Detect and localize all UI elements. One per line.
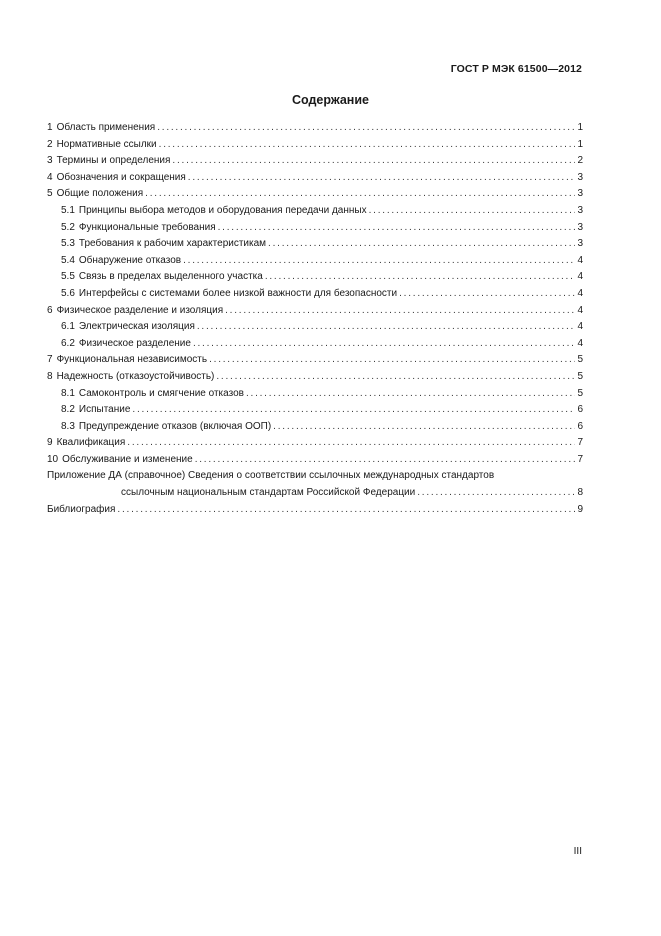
toc-entry-number: 5.6 (61, 287, 75, 299)
toc-entry-number: 1 (47, 122, 53, 133)
toc-entry-page: 4 (577, 254, 583, 266)
toc-entry-label: Функциональная независимость (56, 354, 208, 366)
toc-entry-number: 8 (47, 370, 53, 382)
toc-entry-label: Нормативные ссылки (56, 138, 157, 150)
toc-entry-number: 5.2 (61, 221, 75, 233)
toc-entry[interactable] (47, 303, 583, 320)
toc-leader-dots (417, 485, 575, 502)
toc-entry-page: 3 (577, 171, 583, 183)
toc-entry[interactable] (47, 369, 583, 386)
toc-entry-page: 3 (577, 188, 583, 200)
toc-entry-label: Интерфейсы с системами более низкой важности для безопасности (78, 287, 398, 299)
toc-entry-page: 2 (577, 155, 583, 167)
toc-leader-dots (127, 435, 575, 452)
toc-entry-number: 8.2 (61, 404, 75, 416)
toc-entry[interactable] (47, 452, 583, 469)
toc-leader-dots (209, 352, 575, 369)
toc-leader-dots (197, 319, 576, 336)
toc-leader-dots (218, 220, 576, 237)
toc-entry[interactable] (47, 435, 583, 452)
toc-entry[interactable] (47, 336, 583, 353)
toc-entry[interactable] (47, 220, 583, 237)
toc-entry-page: 4 (577, 271, 583, 283)
appendix-title-line2-row (47, 485, 583, 502)
toc-leader-dots (273, 419, 575, 436)
toc-entry-page: 3 (577, 238, 583, 250)
toc-entry-page: 4 (577, 321, 583, 333)
toc-entry-page: 7 (577, 437, 583, 449)
appendix-title-line1: Приложение ДА (справочное) Сведения о соответствии ссылочных международных стандартов (47, 470, 495, 482)
toc-leader-dots (159, 137, 576, 154)
toc-entry[interactable] (47, 203, 583, 220)
toc-entry-number: 5.5 (61, 271, 75, 283)
toc-entry[interactable] (47, 286, 583, 303)
toc-entry[interactable] (47, 137, 583, 154)
toc-entry-number: 2 (47, 138, 53, 150)
toc-entry-number: 7 (47, 354, 53, 366)
toc-entry[interactable] (47, 153, 583, 170)
toc-entry-number: 5 (47, 188, 53, 200)
toc-entry-label: Предупреждение отказов (включая ООП) (78, 420, 272, 432)
toc-entry[interactable] (47, 269, 583, 286)
toc-leader-dots (193, 336, 576, 353)
toc-entry-number: 4 (47, 171, 53, 183)
toc-entry-page: 4 (577, 304, 583, 316)
toc-entry-label: Требования к рабочим характеристикам (78, 238, 267, 250)
toc-entry[interactable] (47, 386, 583, 403)
page-number: III (573, 846, 582, 857)
toc-entry-page: 9 (577, 503, 583, 515)
toc-entry[interactable] (47, 120, 583, 137)
toc-title: Содержание (291, 93, 369, 107)
toc-entry-page: 4 (577, 337, 583, 349)
toc-entry-page: 1 (577, 122, 583, 133)
toc-entry-number: 9 (47, 437, 53, 449)
toc-entry-label: Область применения (56, 122, 156, 133)
toc-entry-label: Обслуживание и изменение (62, 453, 193, 465)
toc-entry-label: Термины и определения (56, 155, 171, 167)
toc-entry-number: 8.1 (61, 387, 75, 399)
toc-entry-page: 1 (577, 138, 583, 150)
toc-entry-page: 6 (577, 420, 583, 432)
standard-id-header: ГОСТ Р МЭК 61500—2012 (450, 63, 582, 75)
toc-leader-dots (246, 386, 575, 403)
toc-entry-page: 4 (577, 287, 583, 299)
appendix-title-line2: ссылочным национальным стандартам Российской Федерации (121, 487, 416, 499)
toc-entry-number: 6.1 (61, 321, 75, 333)
toc-entry[interactable] (47, 319, 583, 336)
toc-entry[interactable] (47, 186, 583, 203)
toc-entry-number: 3 (47, 155, 53, 167)
toc-entry-label: Связь в пределах выделенного участка (78, 271, 263, 283)
toc-entry-number: 6.2 (61, 337, 75, 349)
toc-leader-dots (183, 253, 575, 270)
toc-entry-number: 5.3 (61, 238, 75, 250)
toc-entry-label: Квалификация (56, 437, 126, 449)
toc-entry-label: Физическое разделение и изоляция (56, 304, 224, 316)
toc-entry-page: 3 (577, 221, 583, 233)
toc-entry[interactable] (47, 236, 583, 253)
toc-entry-label: Библиография (47, 503, 116, 515)
toc-entry-page: 5 (577, 354, 583, 366)
toc-entry-label: Самоконтроль и смягчение отказов (78, 387, 244, 399)
toc-entry-label: Испытание (78, 404, 131, 416)
toc-leader-dots (195, 452, 576, 469)
toc-leader-dots (145, 186, 575, 203)
toc-entry-label: Общие положения (56, 188, 144, 200)
toc-entry-label: Надежность (отказоустойчивость) (56, 370, 215, 382)
toc-leader-dots (157, 120, 575, 137)
toc-entry-number: 10 (47, 453, 59, 465)
toc-leader-dots (132, 402, 575, 419)
toc-entry[interactable] (47, 402, 583, 419)
toc-entry-page: 5 (577, 387, 583, 399)
toc-entry-number: 6 (47, 304, 53, 316)
toc-leader-dots (399, 286, 575, 303)
toc-entry[interactable] (47, 352, 583, 369)
toc-entry-label: Обнаружение отказов (78, 254, 182, 266)
toc-leader-dots (369, 203, 576, 220)
toc-leader-dots (225, 303, 575, 320)
toc-entry-number: 5.1 (61, 204, 75, 216)
toc-leader-dots (117, 502, 575, 519)
toc-entry[interactable] (47, 419, 583, 436)
toc-entry-page: 8 (577, 487, 583, 499)
toc-entry-page: 5 (577, 370, 583, 382)
toc-entry[interactable] (47, 170, 583, 187)
toc-leader-dots (216, 369, 575, 386)
toc-entry-label: Функциональные требования (78, 221, 216, 233)
toc-entry-number: 8.3 (61, 420, 75, 432)
toc-leader-dots (265, 269, 576, 286)
toc-entry-label: Физическое разделение (78, 337, 191, 349)
toc-entry-bibliography[interactable] (47, 502, 583, 519)
toc-leader-dots (172, 153, 575, 170)
toc-entry[interactable] (47, 253, 583, 270)
table-of-contents (47, 120, 583, 518)
toc-leader-dots (188, 170, 576, 187)
toc-entry-page: 7 (577, 453, 583, 465)
toc-entry-page: 6 (577, 404, 583, 416)
toc-entry-number: 5.4 (61, 254, 75, 266)
toc-entry-label: Обозначения и сокращения (56, 171, 186, 183)
toc-entry-label: Электрическая изоляция (78, 321, 195, 333)
toc-entry-page: 3 (577, 204, 583, 216)
toc-leader-dots (268, 236, 575, 253)
toc-entry-label: Принципы выбора методов и оборудования передачи данных (78, 204, 367, 216)
toc-entry-appendix[interactable] (47, 468, 583, 501)
